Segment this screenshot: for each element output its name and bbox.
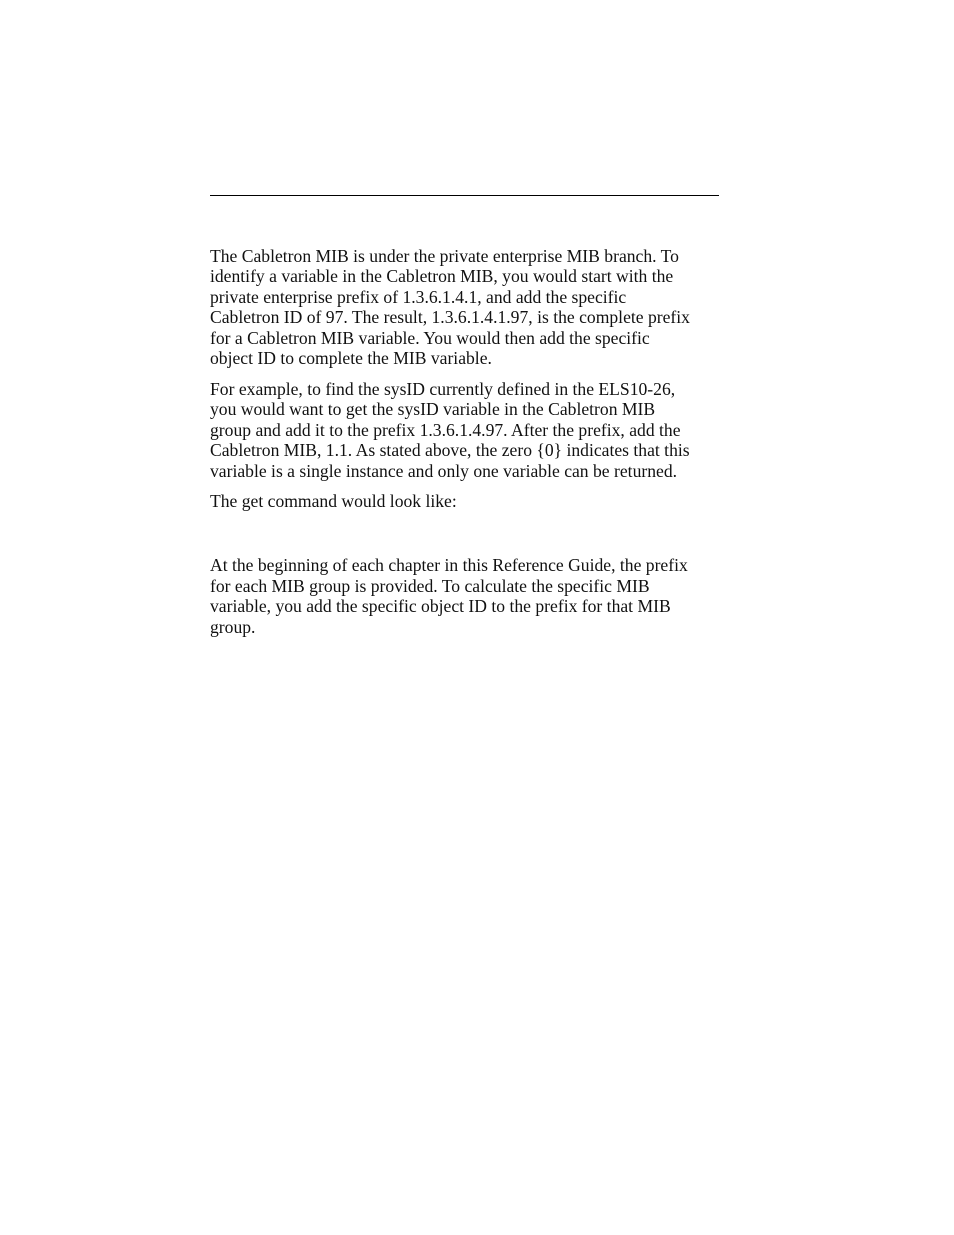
text-line: object ID to complete the MIB variable.	[210, 348, 492, 369]
text-line: for each MIB group is provided. To calculate the specific MIB	[210, 575, 650, 596]
text-line: Cabletron MIB, 1.1. As stated above, the zero {0} indicates that this	[210, 440, 690, 461]
text-line: group.	[210, 616, 256, 637]
text-line: The Cabletron MIB is under the private enterprise MIB branch. To	[210, 246, 679, 266]
paragraph-get-command	[210, 491, 719, 511]
body-text	[210, 246, 719, 637]
paragraph-chapter-prefix	[210, 555, 719, 637]
text-line: Cabletron ID of 97. The result, 1.3.6.1.4.1.97, is the complete prefix	[210, 307, 690, 328]
text-line: At the beginning of each chapter in this Reference Guide, the prefix	[210, 555, 688, 576]
text-line: for a Cabletron MIB variable. You would then add the specific	[210, 327, 650, 348]
text-line: you would want to get the sysID variable in the Cabletron MIB	[210, 399, 656, 420]
text-line: The get command would look like:	[210, 491, 457, 512]
paragraph-sysid-example	[210, 379, 719, 481]
text-line: identify a variable in the Cabletron MIB, you would start with the	[210, 266, 674, 287]
text-line: variable is a single instance and only one variable can be returned.	[210, 460, 678, 481]
text-line: For example, to find the sysID currently defined in the ELS10-26,	[210, 378, 676, 399]
text-line: private enterprise prefix of 1.3.6.1.4.1, and add the specific	[210, 286, 627, 307]
header-rule	[210, 195, 719, 196]
text-line: group and add it to the prefix 1.3.6.1.4.97. After the prefix, add the	[210, 419, 681, 440]
text-line: variable, you add the specific object ID to the prefix for that MIB	[210, 596, 671, 617]
paragraph-cabletron-mib-branch	[210, 246, 719, 368]
